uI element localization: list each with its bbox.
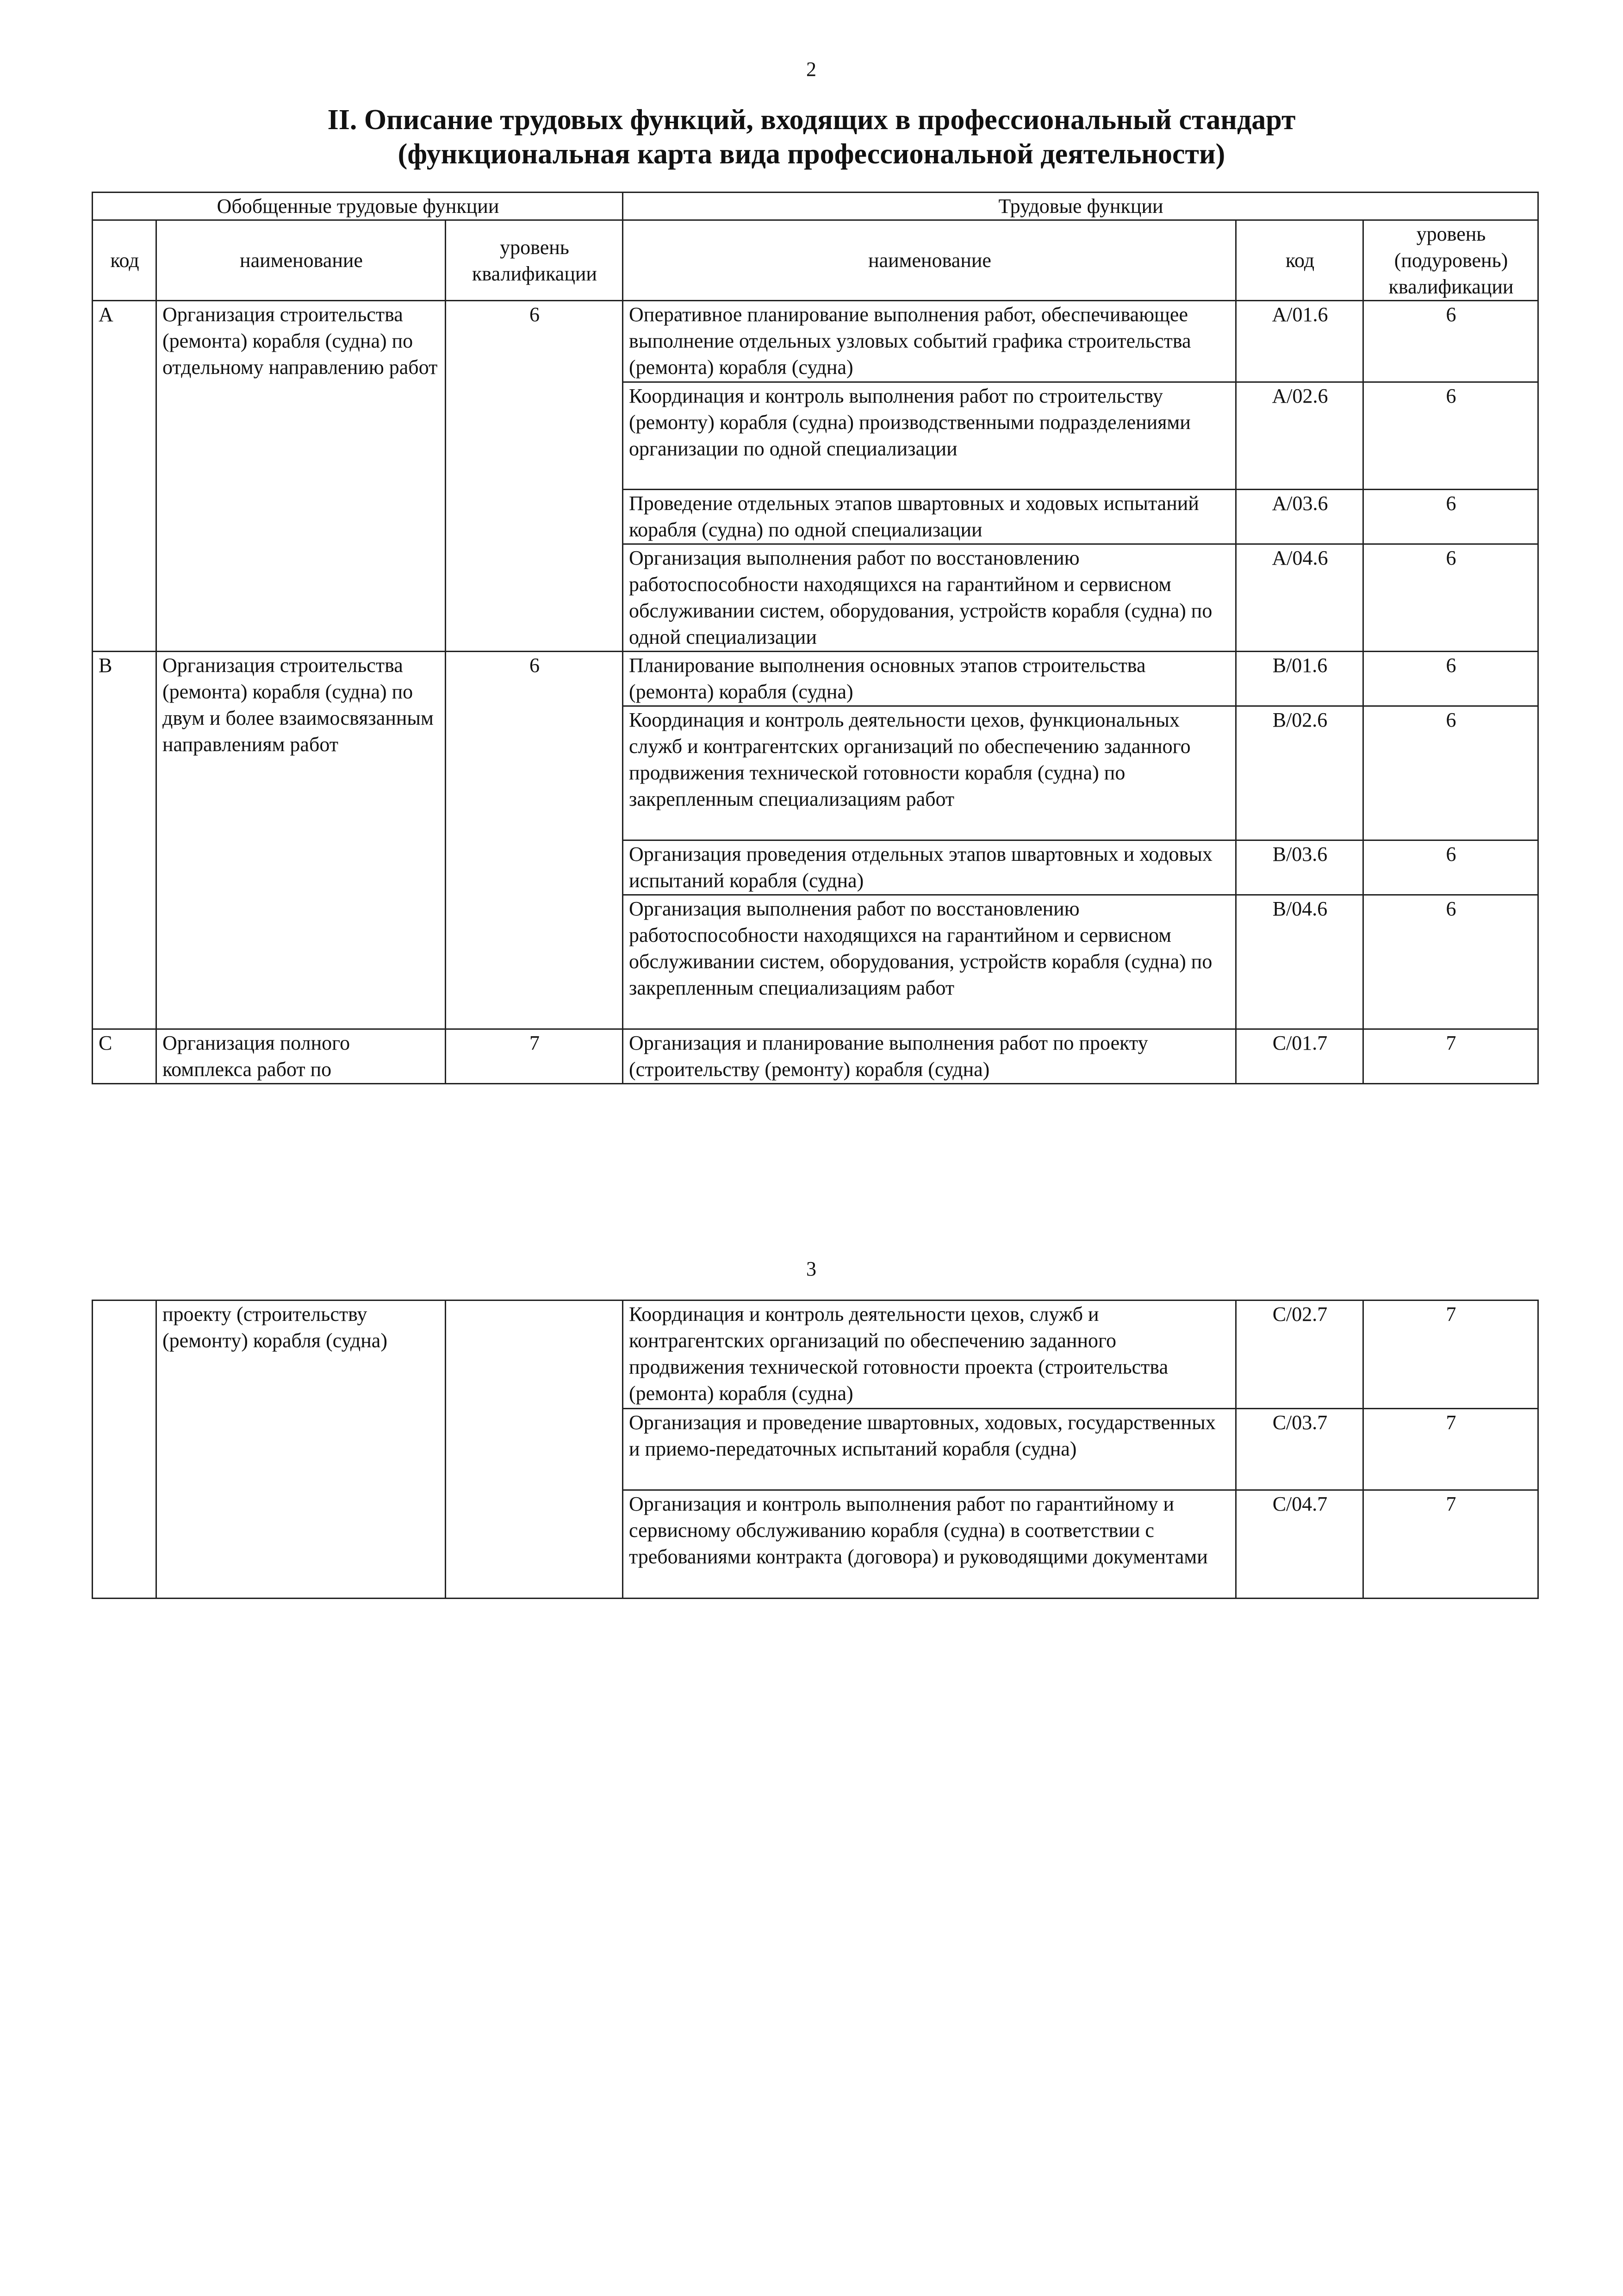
group-b-level: 6 bbox=[446, 652, 623, 1029]
function-a04-name: Организация выполнения работ по восстановлению работоспособности находящихся на гарантийном и сервисном обслуживании систем, оборудования, устройств корабля (судна) по одной специализации bbox=[623, 544, 1236, 652]
header-qualification-level: уровень квалификации bbox=[446, 220, 623, 301]
function-c01-level: 7 bbox=[1363, 1029, 1538, 1084]
functional-map-table-page-3 bbox=[92, 1300, 1539, 1599]
function-a02-name: Координация и контроль выполнения работ по строительству (ремонту) корабля (судна) производственными подразделениями организации по одной специализации bbox=[623, 382, 1236, 490]
function-c03-code: C/03.7 bbox=[1236, 1409, 1363, 1490]
header-code: код bbox=[93, 220, 156, 301]
function-b01-code: B/01.6 bbox=[1236, 652, 1363, 706]
section-title-line-2: (функциональная карта вида профессиональной деятельности) bbox=[398, 138, 1225, 170]
page-number-3: 3 bbox=[806, 1257, 816, 1280]
function-b03-code: B/03.6 bbox=[1236, 840, 1363, 895]
group-c-name-continued: проекту (строительству (ремонту) корабля (судна) bbox=[156, 1300, 446, 1599]
function-c01-code: C/01.7 bbox=[1236, 1029, 1363, 1084]
function-c02-level: 7 bbox=[1363, 1300, 1538, 1409]
header-generalized-functions: Обобщенные трудовые функции bbox=[93, 193, 623, 220]
function-b02-code: B/02.6 bbox=[1236, 706, 1363, 840]
function-b01-level: 6 bbox=[1363, 652, 1538, 706]
function-a01-code: A/01.6 bbox=[1236, 301, 1363, 382]
function-a01-name: Оперативное планирование выполнения работ, обеспечивающее выполнение отдельных узловых событий графика строительства (ремонта) корабля (судна) bbox=[623, 301, 1236, 382]
function-c04-name: Организация и контроль выполнения работ по гарантийному и сервисному обслуживанию корабля (судна) в соответствии с требованиями контракта (договора) и руководящими документами bbox=[623, 1490, 1236, 1599]
function-c01-name: Организация и планирование выполнения работ по проекту (строительству (ремонту) корабля (судна) bbox=[623, 1029, 1236, 1084]
function-c04-code: C/04.7 bbox=[1236, 1490, 1363, 1599]
header-function-name: наименование bbox=[623, 220, 1236, 301]
group-c-code: C bbox=[93, 1029, 156, 1084]
function-b04-code: B/04.6 bbox=[1236, 895, 1363, 1029]
function-b01-name: Планирование выполнения основных этапов строительства (ремонта) корабля (судна) bbox=[623, 652, 1236, 706]
group-a-code: A bbox=[93, 301, 156, 652]
function-a03-code: A/03.6 bbox=[1236, 490, 1363, 544]
function-c02-code: C/02.7 bbox=[1236, 1300, 1363, 1409]
group-c-code-continued bbox=[93, 1300, 156, 1599]
header-function-code: код bbox=[1236, 220, 1363, 301]
group-c-level-continued bbox=[446, 1300, 623, 1599]
header-name: наименование bbox=[156, 220, 446, 301]
function-b04-name: Организация выполнения работ по восстановлению работоспособности находящихся на гарантийном и сервисном обслуживании систем, оборудования, устройств корабля (судна) по закрепленным специализациям работ bbox=[623, 895, 1236, 1029]
function-b02-name: Координация и контроль деятельности цехов, функциональных служб и контрагентских организаций по обеспечению заданного продвижения технической готовности корабля (судна) по закрепленным специализациям работ bbox=[623, 706, 1236, 840]
function-a01-level: 6 bbox=[1363, 301, 1538, 382]
function-a02-level: 6 bbox=[1363, 382, 1538, 490]
function-b02-level: 6 bbox=[1363, 706, 1538, 840]
function-b03-name: Организация проведения отдельных этапов швартовных и ходовых испытаний корабля (судна) bbox=[623, 840, 1236, 895]
group-b-name: Организация строительства (ремонта) корабля (судна) по двум и более взаимосвязанным направлениям работ bbox=[156, 652, 446, 1029]
function-a02-code: A/02.6 bbox=[1236, 382, 1363, 490]
group-a-name: Организация строительства (ремонта) корабля (судна) по отдельному направлению работ bbox=[156, 301, 446, 652]
function-a03-name: Проведение отдельных этапов швартовных и ходовых испытаний корабля (судна) по одной специализации bbox=[623, 490, 1236, 544]
page-number-2: 2 bbox=[806, 58, 816, 81]
function-a03-level: 6 bbox=[1363, 490, 1538, 544]
function-c03-level: 7 bbox=[1363, 1409, 1538, 1490]
header-labor-functions: Трудовые функции bbox=[623, 193, 1538, 220]
function-a04-code: A/04.6 bbox=[1236, 544, 1363, 652]
group-a-level: 6 bbox=[446, 301, 623, 652]
function-c02-name: Координация и контроль деятельности цехов, служб и контрагентских организаций по обеспечению заданного продвижения технической готовности проекта (строительства (ремонта) корабля (судна) bbox=[623, 1300, 1236, 1409]
function-b04-level: 6 bbox=[1363, 895, 1538, 1029]
group-c-name: Организация полного комплекса работ по bbox=[156, 1029, 446, 1084]
functional-map-table-page-2 bbox=[92, 192, 1539, 1084]
group-c-level: 7 bbox=[446, 1029, 623, 1084]
function-a04-level: 6 bbox=[1363, 544, 1538, 652]
section-title-line-1: II. Описание трудовых функций, входящих в профессиональный стандарт bbox=[327, 104, 1296, 136]
header-function-level: уровень (подуровень) квалификации bbox=[1363, 220, 1538, 301]
function-c04-level: 7 bbox=[1363, 1490, 1538, 1599]
group-b-code: B bbox=[93, 652, 156, 1029]
function-b03-level: 6 bbox=[1363, 840, 1538, 895]
function-c03-name: Организация и проведение швартовных, ходовых, государственных и приемо-передаточных испытаний корабля (судна) bbox=[623, 1409, 1236, 1490]
